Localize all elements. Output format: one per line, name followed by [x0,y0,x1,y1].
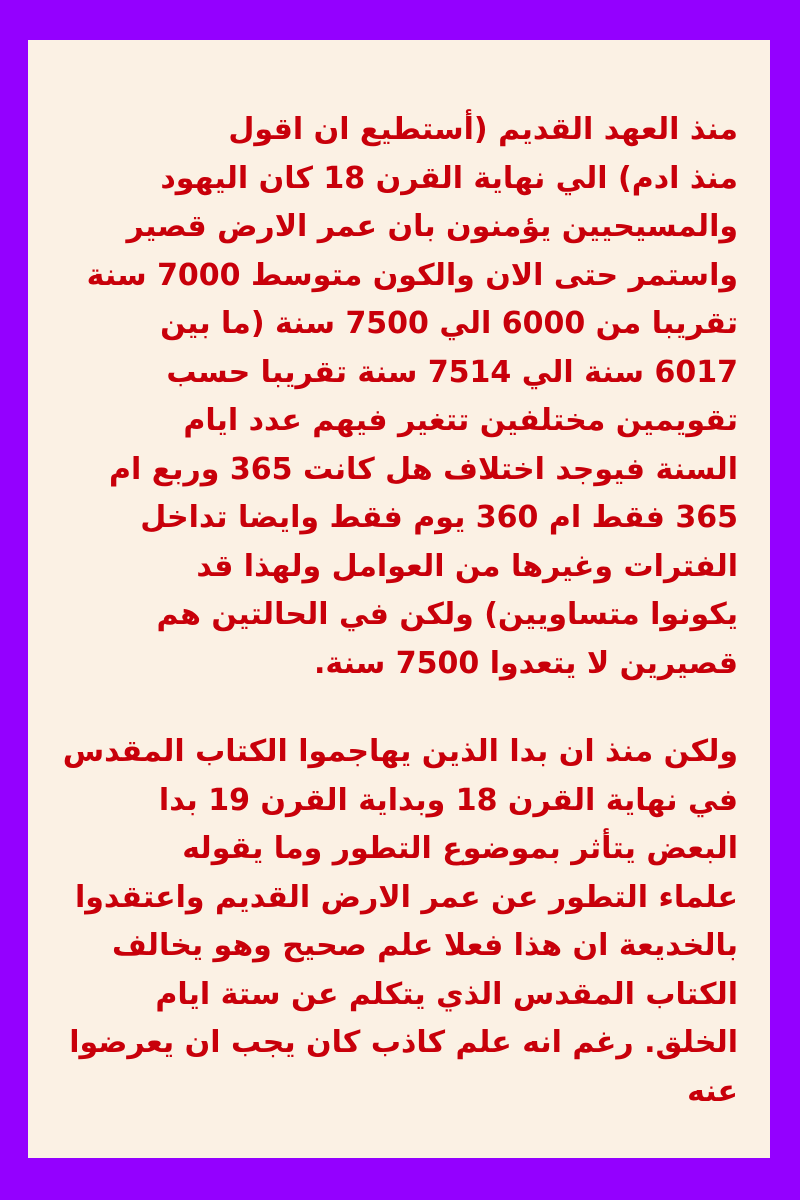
text-line: منذ العهد القديم (أستطيع ان اقول [228,112,738,147]
text-line: يكونوا متساويين) ولكن في الحالتين هم [156,597,738,632]
paragraph-spacer [78,688,738,728]
text-line: الفترات وغيرها من العوامل ولهذا قد [196,548,738,584]
text-line: والمسيحيين يؤمنون بان عمر الارض قصير [126,209,738,244]
text-line: قصيرين لا يتعدوا 7500 سنة. [313,645,738,681]
text-line: الكتاب المقدس الذي يتكلم عن ستة ايام [155,976,738,1012]
text-line: 6017 سنة الي 7514 سنة تقريبا حسب [166,354,738,390]
text-line: واستمر حتى الان والكون متوسط 7000 سنة [86,257,738,293]
text-line: الخلق. رغم انه علم كاذب كان يجب ان يعرضوا [69,1025,738,1060]
document-text [62,106,738,1116]
text-line: عنه [687,1073,738,1109]
paragraph-1 [78,106,738,688]
text-line: تقويمين مختلفين تتغير فيهم عدد ايام [183,403,738,438]
text-line: في نهاية القرن 18 وبداية القرن 19 بدا [158,782,738,818]
text-line: علماء التطور عن عمر الارض القديم واعتقدوا [74,879,738,915]
text-line: 365 فقط ام 360 يوم فقط وايضا تداخل [140,500,738,535]
text-line: بالخديعة ان هذا فعلا علم صحيح وهو يخالف [111,928,738,963]
text-line: تقريبا من 6000 الي 7500 سنة (ما بين [160,306,738,341]
document-page [28,40,770,1158]
paragraph-2 [62,728,738,1116]
text-line: ولكن منذ ان بدا الذين يهاجموا الكتاب المقدس [62,734,738,769]
text-line: منذ ادم) الي نهاية القرن 18 كان اليهود [160,160,738,196]
text-line: البعض يتأثر بموضوع التطور وما يقوله [182,831,738,866]
text-line: السنة فيوجد اختلاف هل كانت 365 وربع ام [109,451,738,487]
